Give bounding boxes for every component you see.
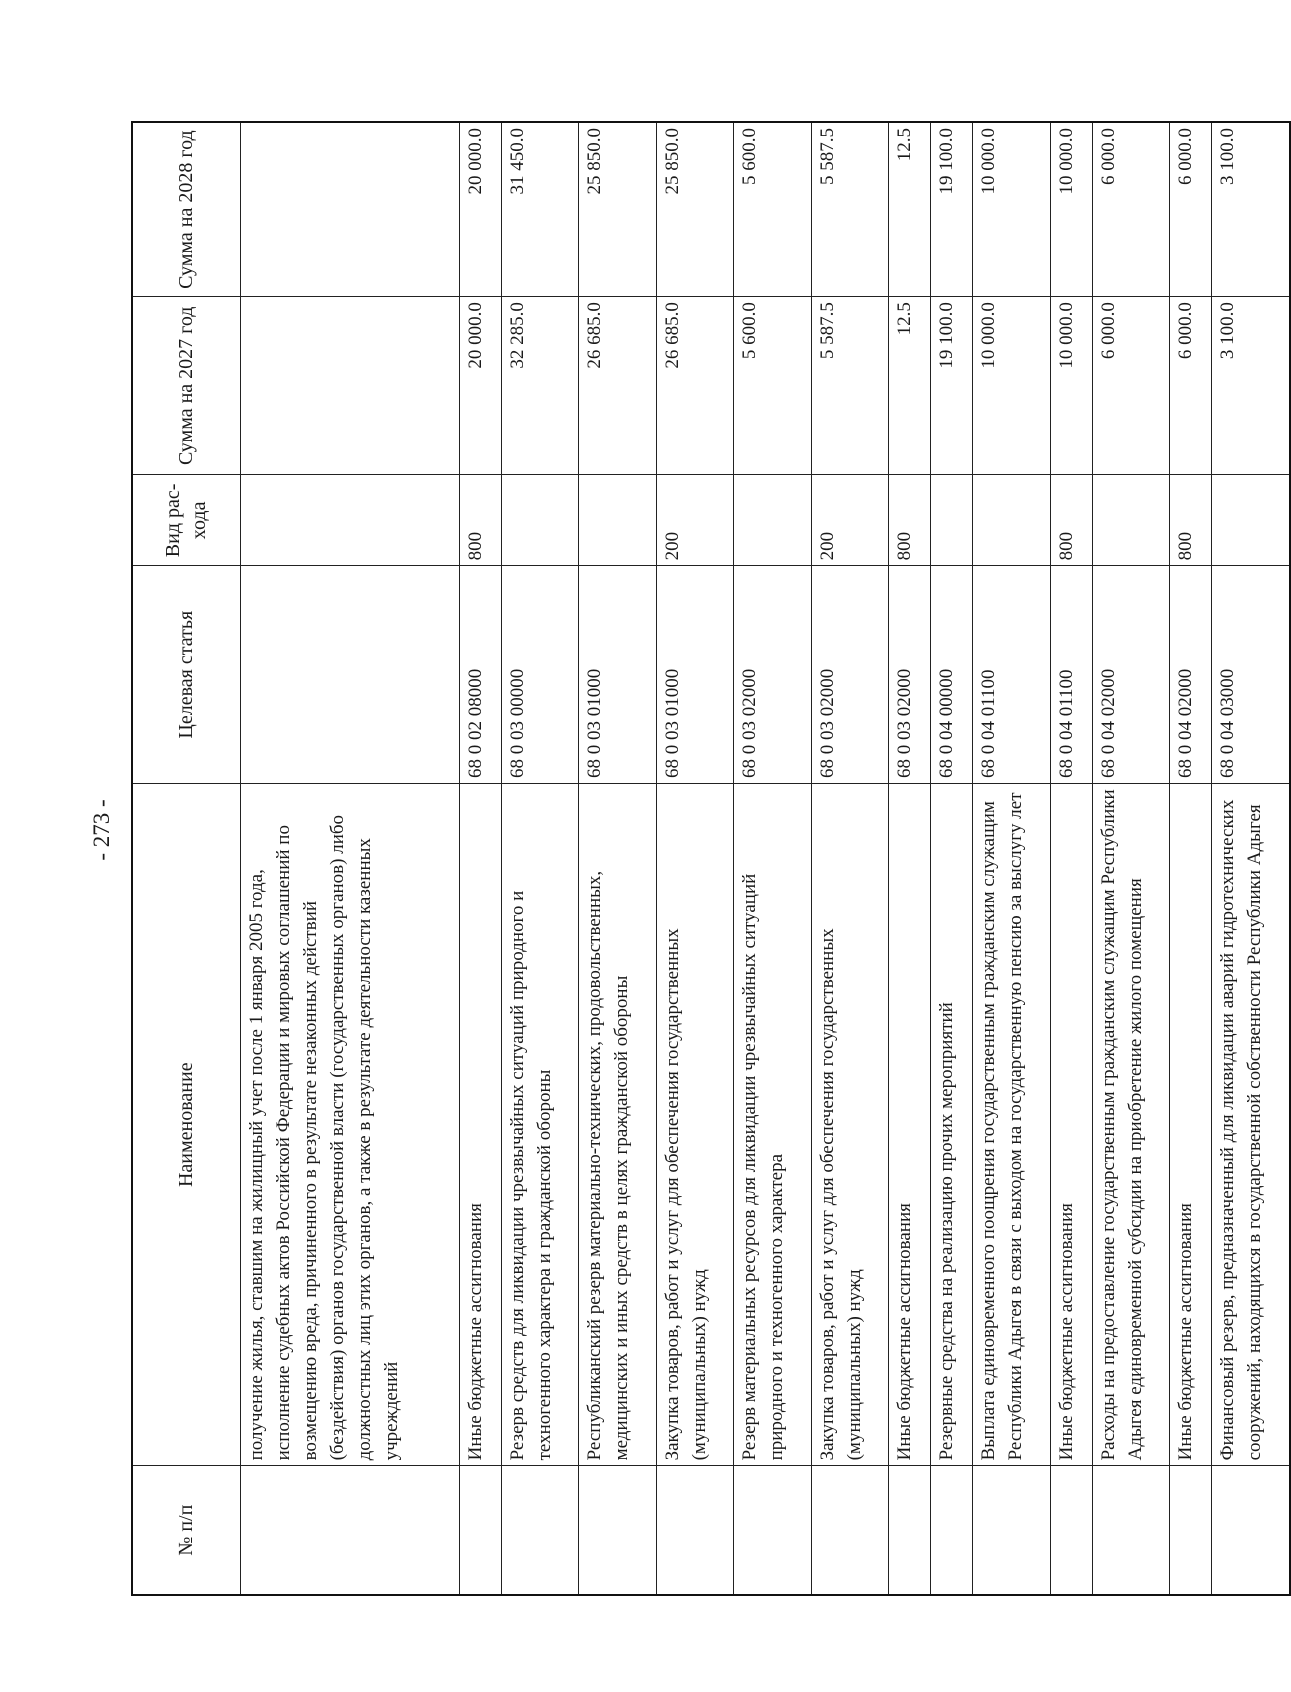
cell-num <box>459 1466 501 1595</box>
budget-table-container <box>131 121 1291 1596</box>
cell-sum-2028: 10 000.0 <box>973 122 1050 297</box>
cell-sum-2027: 32 285.0 <box>501 297 578 475</box>
cell-sum-2027 <box>240 297 459 475</box>
table-row <box>459 122 501 1595</box>
cell-sum-2027: 26 685.0 <box>656 297 733 475</box>
cell-sum-2028: 31 450.0 <box>501 122 578 297</box>
cell-num <box>811 1466 888 1595</box>
cell-sum-2028: 5 600.0 <box>734 122 811 297</box>
cell-sum-2027: 5 600.0 <box>734 297 811 475</box>
cell-expense-type: 800 <box>889 475 931 566</box>
cell-num <box>501 1466 578 1595</box>
cell-target: 68 0 04 01100 <box>973 566 1050 784</box>
cell-num <box>1092 1466 1169 1595</box>
header-sum-2028: Сумма на 2028 год <box>132 122 240 297</box>
table-body <box>240 122 1290 1595</box>
cell-target: 68 0 03 01000 <box>579 566 656 784</box>
table-row <box>1050 122 1092 1595</box>
cell-target: 68 0 04 02000 <box>1170 566 1212 784</box>
cell-num <box>579 1466 656 1595</box>
header-num: № п/п <box>132 1466 240 1595</box>
table-row <box>973 122 1050 1595</box>
cell-sum-2028: 25 850.0 <box>656 122 733 297</box>
cell-sum-2027: 20 000.0 <box>459 297 501 475</box>
header-expense-type: Вид рас- хода <box>132 475 240 566</box>
table-row <box>1092 122 1169 1595</box>
cell-sum-2028: 25 850.0 <box>579 122 656 297</box>
cell-num <box>973 1466 1050 1595</box>
table-row <box>734 122 811 1595</box>
cell-sum-2028: 19 100.0 <box>931 122 973 297</box>
cell-expense-type: 800 <box>1170 475 1212 566</box>
cell-num <box>931 1466 973 1595</box>
cell-target: 68 0 04 01100 <box>1050 566 1092 784</box>
cell-expense-type <box>240 475 459 566</box>
cell-sum-2028: 20 000.0 <box>459 122 501 297</box>
header-target: Целевая статья <box>132 566 240 784</box>
cell-target: 68 0 03 02000 <box>889 566 931 784</box>
cell-expense-type: 800 <box>459 475 501 566</box>
cell-expense-type <box>501 475 578 566</box>
cell-name: Резервные средства на реализацию прочих мероприятий <box>931 784 973 1466</box>
cell-sum-2027: 6 000.0 <box>1092 297 1169 475</box>
page-number: - 273 - <box>89 799 114 861</box>
table-row <box>240 122 459 1595</box>
cell-num <box>734 1466 811 1595</box>
cell-expense-type <box>1212 475 1290 566</box>
cell-sum-2027: 5 587.5 <box>811 297 888 475</box>
cell-target: 68 0 04 02000 <box>1092 566 1169 784</box>
cell-sum-2027: 6 000.0 <box>1170 297 1212 475</box>
cell-name: Резерв материальных ресурсов для ликвидации чрезвычайных ситуаций природного и техногенного характера <box>734 784 811 1466</box>
table-header-row <box>132 122 240 1595</box>
cell-expense-type: 200 <box>656 475 733 566</box>
cell-sum-2028: 6 000.0 <box>1170 122 1212 297</box>
cell-num <box>889 1466 931 1595</box>
cell-name: Финансовый резерв, предназначенный для ликвидации аварий гидротехнических сооружений, находящихся в государственной собственности Республики Адыгея <box>1212 784 1290 1466</box>
cell-sum-2028: 6 000.0 <box>1092 122 1169 297</box>
cell-target: 68 0 03 01000 <box>656 566 733 784</box>
table-row <box>656 122 733 1595</box>
table-row <box>501 122 578 1595</box>
cell-name: Закупка товаров, работ и услуг для обеспечения государственных (муниципальных) нужд <box>656 784 733 1466</box>
cell-sum-2028: 12.5 <box>889 122 931 297</box>
cell-sum-2028 <box>240 122 459 297</box>
cell-num <box>656 1466 733 1595</box>
cell-expense-type: 800 <box>1050 475 1092 566</box>
header-name: Наименование <box>132 784 240 1466</box>
cell-target: 68 0 03 02000 <box>811 566 888 784</box>
cell-name: Выплата единовременного поощрения государственным гражданским служащим Республики Адыгея в связи с выходом на государственную пенсию за выслугу лет <box>973 784 1050 1466</box>
cell-num <box>1050 1466 1092 1595</box>
cell-target: 68 0 04 03000 <box>1212 566 1290 784</box>
header-sum-2027: Сумма на 2027 год <box>132 297 240 475</box>
cell-name: Иные бюджетные ассигнования <box>1170 784 1212 1466</box>
cell-num <box>1170 1466 1212 1595</box>
cell-name: Иные бюджетные ассигнования <box>889 784 931 1466</box>
cell-sum-2027: 10 000.0 <box>1050 297 1092 475</box>
cell-expense-type <box>734 475 811 566</box>
cell-target <box>240 566 459 784</box>
cell-expense-type <box>1092 475 1169 566</box>
table-row <box>579 122 656 1595</box>
cell-sum-2028: 3 100.0 <box>1212 122 1290 297</box>
cell-expense-type: 200 <box>811 475 888 566</box>
table-row <box>931 122 973 1595</box>
cell-sum-2028: 5 587.5 <box>811 122 888 297</box>
cell-name: Расходы на предоставление государственным гражданским служащим Республики Адыгея единовременной субсидии на приобретение жилого помещения <box>1092 784 1169 1466</box>
cell-sum-2027: 10 000.0 <box>973 297 1050 475</box>
cell-target: 68 0 04 00000 <box>931 566 973 784</box>
cell-sum-2028: 10 000.0 <box>1050 122 1092 297</box>
cell-sum-2027: 12.5 <box>889 297 931 475</box>
cell-name: Резерв средств для ликвидации чрезвычайных ситуаций природного и техногенного характера и гражданской обороны <box>501 784 578 1466</box>
cell-expense-type <box>931 475 973 566</box>
table-row <box>889 122 931 1595</box>
cell-sum-2027: 26 685.0 <box>579 297 656 475</box>
cell-num <box>240 1466 459 1595</box>
cell-num <box>1212 1466 1290 1595</box>
table-row <box>811 122 888 1595</box>
table-row <box>1212 122 1290 1595</box>
cell-target: 68 0 03 02000 <box>734 566 811 784</box>
table-row <box>1170 122 1212 1595</box>
cell-target: 68 0 02 08000 <box>459 566 501 784</box>
cell-name: Иные бюджетные ассигнования <box>459 784 501 1466</box>
cell-name: Закупка товаров, работ и услуг для обеспечения государственных (муниципальных) нужд <box>811 784 888 1466</box>
cell-name: Республиканский резерв материально-технических, продовольственных, медицинских и иных средств в целях гражданской обороны <box>579 784 656 1466</box>
cell-name: получение жилья, ставшим на жилищный учет после 1 января 2005 года, исполнение судебных актов Российской Федерации и мировых соглашений по возмещению вреда, причиненного в результате незаконных действий (бездействия) органов государственной власти (государственных органов) либо должностных лиц этих органов, а также в результате деятельности казенных учреждений <box>240 784 459 1466</box>
cell-target: 68 0 03 00000 <box>501 566 578 784</box>
cell-expense-type <box>973 475 1050 566</box>
cell-sum-2027: 19 100.0 <box>931 297 973 475</box>
cell-name: Иные бюджетные ассигнования <box>1050 784 1092 1466</box>
cell-expense-type <box>579 475 656 566</box>
budget-table <box>131 121 1291 1596</box>
cell-sum-2027: 3 100.0 <box>1212 297 1290 475</box>
